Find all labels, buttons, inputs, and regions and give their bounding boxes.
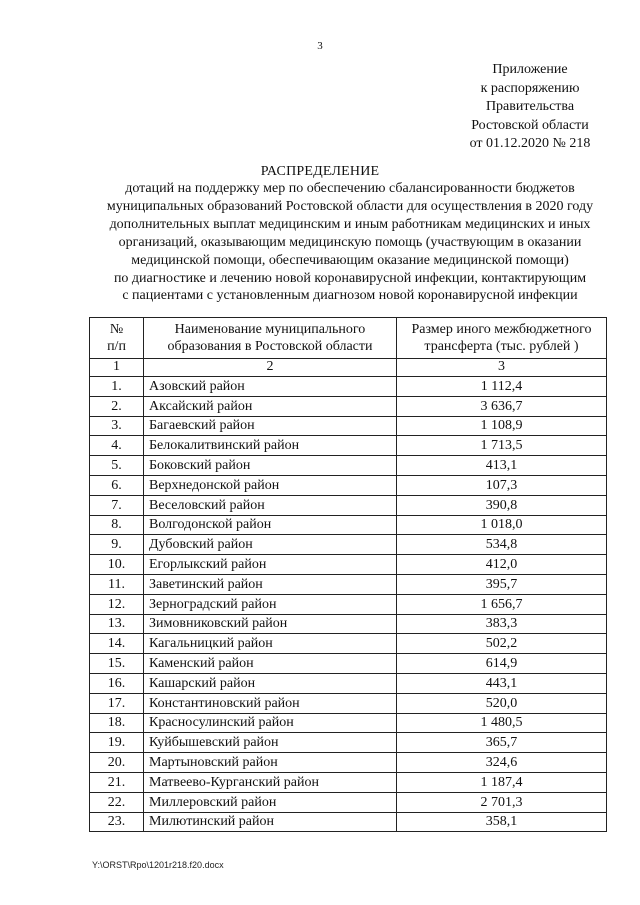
row-number: 8. xyxy=(90,515,144,535)
transfer-amount: 107,3 xyxy=(397,475,607,495)
municipality-name: Боковский район xyxy=(144,456,397,476)
table-row xyxy=(90,555,607,575)
appendix-line: Приложение xyxy=(492,62,568,77)
table-row xyxy=(90,812,607,832)
table-header-row xyxy=(90,318,607,359)
header-name-line: Наименование муниципального xyxy=(174,322,366,337)
municipality-name: Каменский район xyxy=(144,654,397,674)
municipality-name: Егорлыкский район xyxy=(144,555,397,575)
transfer-amount: 534,8 xyxy=(397,535,607,555)
header-value-line: Размер иного межбюджетного xyxy=(411,322,592,337)
header-number xyxy=(90,318,144,359)
header-name xyxy=(144,318,397,359)
municipality-name: Константиновский район xyxy=(144,693,397,713)
table-row xyxy=(90,574,607,594)
subtitle-line: по диагностике и лечению новой коронавирусной инфекции, контактирующим xyxy=(113,270,587,286)
transfer-amount: 412,0 xyxy=(397,555,607,575)
transfer-amount: 1 018,0 xyxy=(397,515,607,535)
row-number: 13. xyxy=(90,614,144,634)
row-number: 16. xyxy=(90,673,144,693)
document-subtitle xyxy=(70,180,630,305)
transfer-amount: 1 656,7 xyxy=(397,594,607,614)
table-row xyxy=(90,614,607,634)
appendix-block xyxy=(420,61,640,154)
subtitle-line: дотаций на поддержку мер по обеспечению сбалансированности бюджетов xyxy=(125,181,575,196)
page-number: 3 xyxy=(317,40,323,52)
transfer-amount: 502,2 xyxy=(397,634,607,654)
row-number: 7. xyxy=(90,495,144,515)
appendix-line: от 01.12.2020 № 218 xyxy=(469,136,591,151)
municipality-name: Зерноградский район xyxy=(144,594,397,614)
municipality-name: Куйбышевский район xyxy=(144,733,397,753)
table-row xyxy=(90,456,607,476)
transfer-amount: 1 713,5 xyxy=(397,436,607,456)
transfer-amount: 1 480,5 xyxy=(397,713,607,733)
subtitle-line: с пациентами с установленным диагнозом новой коронавирусной инфекции xyxy=(122,288,578,304)
municipality-name: Зимовниковский район xyxy=(144,614,397,634)
row-number: 18. xyxy=(90,713,144,733)
municipality-name: Милютинский район xyxy=(144,812,397,832)
subtitle-line: муниципальных образований Ростовской области для осуществления в 2020 году xyxy=(106,198,594,214)
header-value xyxy=(397,318,607,359)
municipality-name: Верхнедонской район xyxy=(144,475,397,495)
distribution-table xyxy=(89,317,607,832)
appendix-line: Ростовской области xyxy=(471,117,589,133)
table-row xyxy=(90,693,607,713)
row-number: 20. xyxy=(90,753,144,773)
row-number: 2. xyxy=(90,396,144,416)
transfer-amount: 1 108,9 xyxy=(397,416,607,436)
transfer-amount: 390,8 xyxy=(397,495,607,515)
row-number: 11. xyxy=(90,574,144,594)
municipality-name: Багаевский район xyxy=(144,416,397,436)
table-row xyxy=(90,634,607,654)
municipality-name: Белокалитвинский район xyxy=(144,436,397,456)
transfer-amount: 1 112,4 xyxy=(397,377,607,397)
header-number-line: п/п xyxy=(107,339,126,354)
transfer-amount: 3 636,7 xyxy=(397,396,607,416)
subtitle-line: организаций, оказывающим медицинскую помощь (участвующим в оказании xyxy=(118,234,582,250)
table-row xyxy=(90,713,607,733)
column-number: 3 xyxy=(397,359,607,377)
transfer-amount: 395,7 xyxy=(397,574,607,594)
row-number: 1. xyxy=(90,377,144,397)
municipality-name: Азовский район xyxy=(144,377,397,397)
header-value-line: трансферта (тыс. рублей ) xyxy=(424,339,579,354)
table-row xyxy=(90,535,607,555)
table-row xyxy=(90,733,607,753)
column-number-row xyxy=(90,359,607,377)
table-row xyxy=(90,495,607,515)
municipality-name: Волгодонской район xyxy=(144,515,397,535)
transfer-amount: 443,1 xyxy=(397,673,607,693)
document-title: РАСПРЕДЕЛЕНИЕ xyxy=(260,164,380,179)
transfer-amount: 520,0 xyxy=(397,693,607,713)
table-row xyxy=(90,416,607,436)
row-number: 12. xyxy=(90,594,144,614)
municipality-name: Миллеровский район xyxy=(144,792,397,812)
row-number: 9. xyxy=(90,535,144,555)
row-number: 5. xyxy=(90,456,144,476)
row-number: 15. xyxy=(90,654,144,674)
table-row xyxy=(90,594,607,614)
appendix-line: Правительства xyxy=(485,99,575,114)
transfer-amount: 324,6 xyxy=(397,753,607,773)
municipality-name: Кагальницкий район xyxy=(144,634,397,654)
municipality-name: Веселовский район xyxy=(144,495,397,515)
table-body xyxy=(90,377,607,832)
table-row xyxy=(90,515,607,535)
row-number: 6. xyxy=(90,475,144,495)
row-number: 3. xyxy=(90,416,144,436)
row-number: 23. xyxy=(90,812,144,832)
appendix-line: к распоряжению xyxy=(480,80,580,96)
column-number: 1 xyxy=(90,359,144,377)
footer-file-path: Y:\ORST\Rpo\1201r218.f20.docx xyxy=(92,860,224,870)
table-row xyxy=(90,377,607,397)
subtitle-line: дополнительных выплат медицинским и иным работникам медицинских и иных xyxy=(109,216,591,232)
table-row xyxy=(90,772,607,792)
transfer-amount: 614,9 xyxy=(397,654,607,674)
row-number: 4. xyxy=(90,436,144,456)
table-row xyxy=(90,654,607,674)
municipality-name: Дубовский район xyxy=(144,535,397,555)
table-row xyxy=(90,475,607,495)
row-number: 10. xyxy=(90,555,144,575)
transfer-amount: 358,1 xyxy=(397,812,607,832)
transfer-amount: 413,1 xyxy=(397,456,607,476)
transfer-amount: 383,3 xyxy=(397,614,607,634)
municipality-name: Кашарский район xyxy=(144,673,397,693)
transfer-amount: 365,7 xyxy=(397,733,607,753)
row-number: 19. xyxy=(90,733,144,753)
row-number: 22. xyxy=(90,792,144,812)
table-row xyxy=(90,673,607,693)
header-number-line: № xyxy=(109,322,124,337)
table-row xyxy=(90,792,607,812)
header-name-line: образования в Ростовской области xyxy=(167,339,373,354)
municipality-name: Заветинский район xyxy=(144,574,397,594)
column-number: 2 xyxy=(144,359,397,377)
municipality-name: Красносулинский район xyxy=(144,713,397,733)
row-number: 17. xyxy=(90,693,144,713)
transfer-amount: 2 701,3 xyxy=(397,792,607,812)
row-number: 14. xyxy=(90,634,144,654)
municipality-name: Мартыновский район xyxy=(144,753,397,773)
municipality-name: Матвеево-Курганский район xyxy=(144,772,397,792)
table-row xyxy=(90,396,607,416)
subtitle-line: медицинской помощи, обеспечивающим оказание медицинской помощи) xyxy=(131,252,569,268)
row-number: 21. xyxy=(90,772,144,792)
municipality-name: Аксайский район xyxy=(144,396,397,416)
transfer-amount: 1 187,4 xyxy=(397,772,607,792)
table-row xyxy=(90,436,607,456)
table-row xyxy=(90,753,607,773)
